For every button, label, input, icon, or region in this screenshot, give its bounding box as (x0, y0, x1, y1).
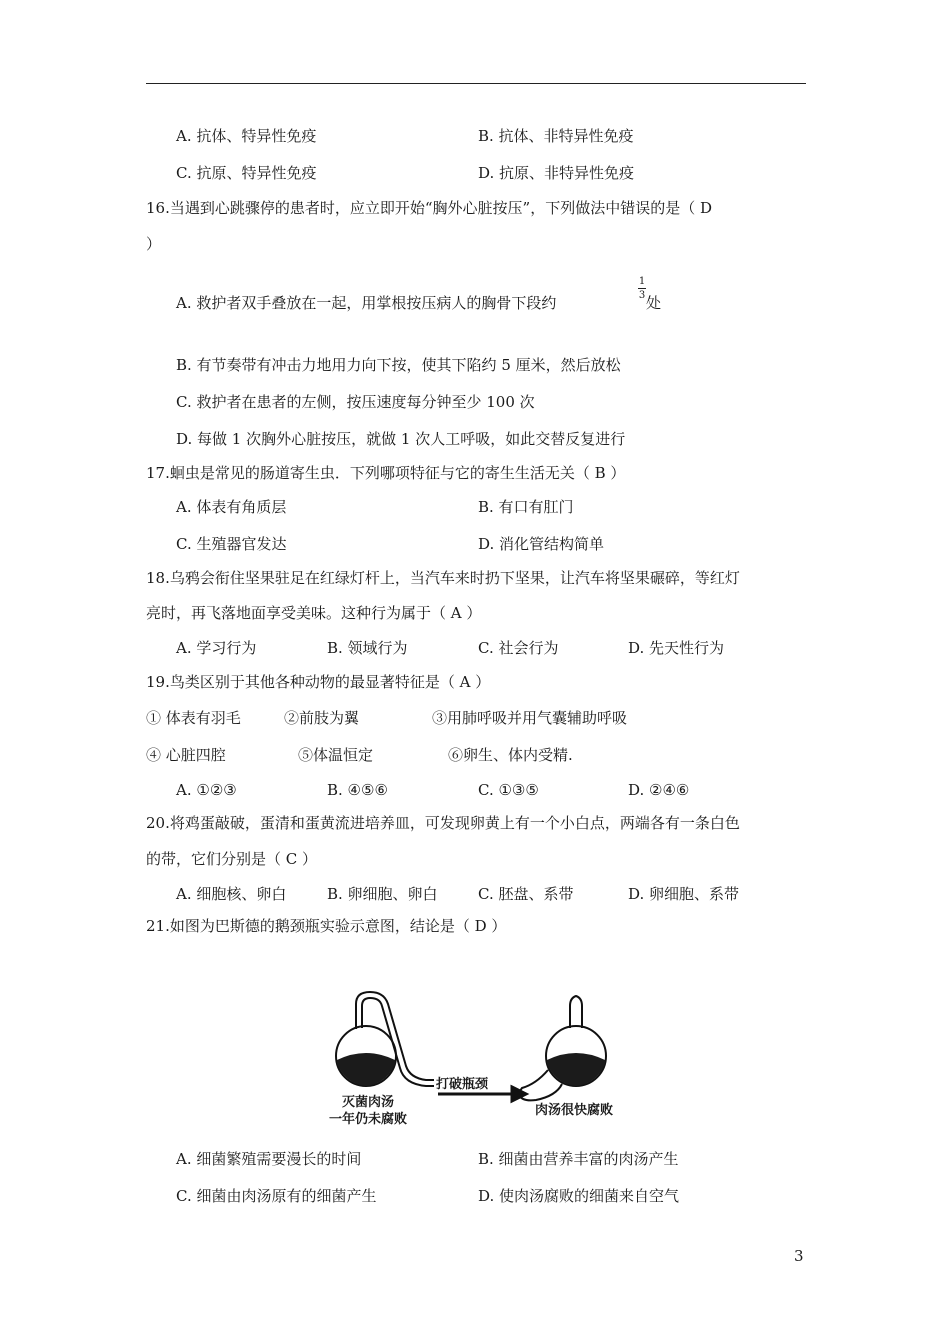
q19-item-2: ②前肢为翼 (284, 709, 360, 727)
swan-neck-flask-figure (326, 984, 626, 1134)
q20-option-b: B. 卵细胞、卵白 (327, 885, 438, 903)
q18-option-c: C. 社会行为 (478, 639, 559, 657)
q20-option-c: C. 胚盘、系带 (478, 885, 574, 903)
q17-option-a: A. 体表有角质层 (176, 498, 287, 516)
figure-arrow-label: 打破瓶颈 (436, 1077, 489, 1092)
q19-item-4: ④ 心脏四腔 (146, 746, 226, 764)
q16-option-a-tail: 处 (646, 294, 662, 312)
q15-option-b: B. 抗体、非特异性免疫 (478, 127, 634, 145)
q21-option-d: D. 使肉汤腐败的细菌来自空气 (478, 1187, 680, 1205)
page-number: 3 (794, 1247, 804, 1265)
q19-option-c: C. ①③⑤ (478, 781, 539, 799)
q17-option-d: D. 消化管结构简单 (478, 535, 605, 553)
q19-item-6: ⑥卵生、体内受精. (448, 746, 573, 764)
q18-option-b: B. 领域行为 (327, 639, 408, 657)
right-broth (547, 1053, 605, 1086)
q20-option-a: A. 细胞核、卵白 (176, 885, 287, 903)
q18-option-a: A. 学习行为 (176, 639, 257, 657)
q18-stem-line2: 亮时，再飞落地面享受美味。这种行为属于（ A ） (146, 604, 482, 622)
q15-option-a: A. 抗体、特异性免疫 (176, 127, 317, 145)
figure-right-caption: 肉汤很快腐败 (534, 1103, 613, 1118)
q19-option-d: D. ②④⑥ (628, 781, 690, 799)
q16-option-a: A. 救护者双手叠放在一起，用掌根按压病人的胸骨下段约 (176, 294, 557, 312)
q16-option-d: D. 每做 1 次胸外心脏按压，就做 1 次人工呼吸，如此交替反复进行 (176, 430, 626, 448)
q21-option-a: A. 细菌繁殖需要漫长的时间 (176, 1150, 362, 1168)
q15-option-d: D. 抗原、非特异性免疫 (478, 164, 635, 182)
q21-stem: 21.如图为巴斯德的鹅颈瓶实验示意图，结论是（ D ） (146, 917, 507, 935)
q17-stem: 17.蛔虫是常见的肠道寄生虫．下列哪项特征与它的寄生生活无关（ B ） (146, 464, 626, 482)
right-flask (518, 996, 606, 1100)
q18-option-d: D. 先天性行为 (628, 639, 725, 657)
fraction-bar (638, 288, 646, 289)
q19-item-5: ⑤体温恒定 (298, 746, 374, 764)
fraction-denominator: 3 (638, 290, 646, 301)
figure-left-caption-2: 一年仍未腐败 (328, 1112, 407, 1127)
q19-stem: 19.鸟类区别于其他各种动物的最显著特征是（ A ） (146, 673, 491, 691)
q21-option-b: B. 细菌由营养丰富的肉汤产生 (478, 1150, 679, 1168)
q15-option-c: C. 抗原、特异性免疫 (176, 164, 317, 182)
q20-stem-line2: 的带，它们分别是（ C ） (146, 850, 318, 868)
figure-left-caption-1: 灭菌肉汤 (341, 1095, 394, 1110)
q19-option-a: A. ①②③ (176, 781, 237, 799)
q21-option-c: C. 细菌由肉汤原有的细菌产生 (176, 1187, 377, 1205)
q20-stem-line1: 20.将鸡蛋敲破，蛋清和蛋黄流进培养皿，可发现卵黄上有一个小白点，两端各有一条白色 (146, 814, 740, 832)
fraction-numerator: 1 (638, 276, 646, 287)
q20-option-d: D. 卵细胞、系带 (628, 885, 740, 903)
header-rule (146, 83, 806, 84)
q17-option-c: C. 生殖器官发达 (176, 535, 287, 553)
left-broth (337, 1053, 395, 1086)
q17-option-b: B. 有口有肛门 (478, 498, 574, 516)
q19-item-3: ③用肺呼吸并用气囊辅助呼吸 (432, 709, 628, 727)
q16-option-b: B. 有节奏带有冲击力地用力向下按，使其下陷约 5 厘米，然后放松 (176, 356, 621, 374)
q18-stem-line1: 18.乌鸦会衔住坚果驻足在红绿灯杆上，当汽车来时扔下坚果，让汽车将坚果碾碎，等红灯 (146, 569, 740, 587)
q16-stem-line1: 16.当遇到心跳骤停的患者时，应立即开始“胸外心脏按压”，下列做法中错误的是（ D (146, 199, 712, 217)
q16-fraction (638, 276, 646, 301)
q16-option-c: C. 救护者在患者的左侧，按压速度每分钟至少 100 次 (176, 393, 535, 411)
q16-stem-line2: ） (146, 235, 162, 253)
q19-option-b: B. ④⑤⑥ (327, 781, 388, 799)
q19-item-1: ① 体表有羽毛 (146, 709, 241, 727)
